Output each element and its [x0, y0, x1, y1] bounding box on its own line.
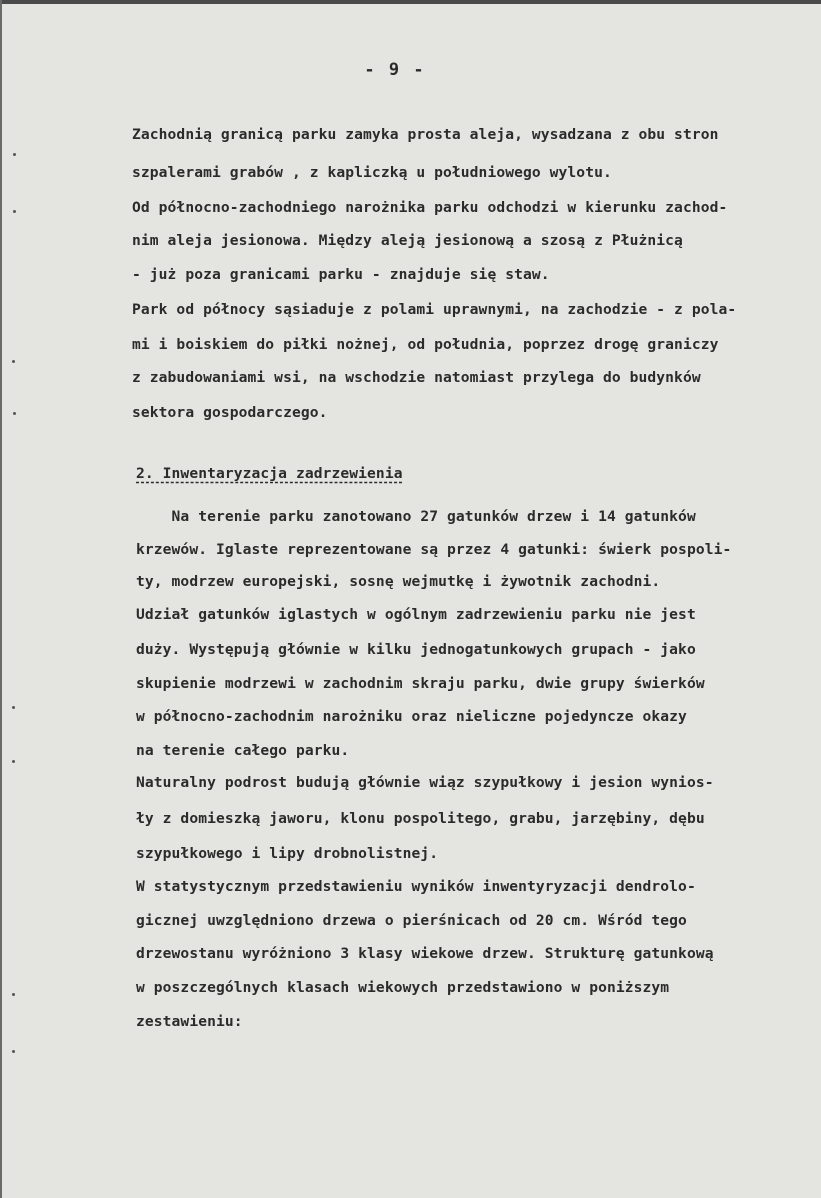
paragraph-2-line-13: gicznej uwzględniono drzewa o pierśnicach od 20 cm. Wśród tego: [136, 912, 687, 929]
margin-speck: [12, 360, 15, 363]
paragraph-2-line-1: Na terenie parku zanotowano 27 gatunków drzew i 14 gatunków: [136, 508, 696, 525]
paragraph-2-line-3: ty, modrzew europejski, sosnę wejmutkę i żywotnik zachodni.: [136, 573, 661, 590]
paragraph-2-line-10: ły z domieszką jaworu, klonu pospolitego, grabu, jarzębiny, dębu: [136, 810, 705, 827]
margin-speck: [12, 1050, 15, 1053]
paragraph-2-line-9: Naturalny podrost budują głównie wiąz szypułkowy i jesion wynios-: [136, 774, 714, 791]
paragraph-2-line-11: szypułkowego i lipy drobnolistnej.: [136, 845, 439, 862]
paragraph-2-line-16: zestawieniu:: [136, 1013, 243, 1030]
paragraph-2-line-4: Udział gatunków iglastych w ogólnym zadrzewieniu parku nie jest: [136, 606, 696, 623]
paragraph-1-line-8: z zabudowaniami wsi, na wschodzie natomiast przylega do budynków: [132, 369, 701, 386]
paragraph-2-line-6: skupienie modrzewi w zachodnim skraju parku, dwie grupy świerków: [136, 675, 705, 692]
margin-speck: [12, 993, 15, 996]
margin-speck: [13, 210, 16, 213]
paragraph-2-line-7: w północno-zachodnim narożniku oraz nieliczne pojedyncze okazy: [136, 708, 687, 725]
paragraph-2-line-15: w poszczególnych klasach wiekowych przedstawiono w poniższym: [136, 979, 670, 996]
paragraph-2-line-2: krzewów. Iglaste reprezentowane są przez 4 gatunki: świerk pospoli-: [136, 541, 732, 558]
paragraph-1-line-9: sektora gospodarczego.: [132, 404, 328, 421]
paragraph-2-line-12: W statystycznym przedstawieniu wyników inwentyryzacji dendrolo-: [136, 878, 696, 895]
paragraph-2-line-14: drzewostanu wyróżniono 3 klasy wiekowe drzew. Strukturę gatunkową: [136, 945, 714, 962]
margin-speck: [13, 153, 16, 156]
paragraph-1-line-1: Zachodnią granicą parku zamyka prosta aleja, wysadzana z obu stron: [132, 126, 719, 143]
page-edge-left: [0, 0, 2, 1198]
margin-speck: [12, 760, 15, 763]
paragraph-2-line-5: duży. Występują głównie w kilku jednogatunkowych grupach - jako: [136, 641, 696, 658]
paragraph-2-line-8: na terenie całego parku.: [136, 742, 350, 759]
paragraph-1-line-2: szpalerami grabów , z kapliczką u południowego wylotu.: [132, 164, 612, 181]
page-edge-top: [0, 0, 821, 4]
margin-speck: [13, 412, 16, 415]
paragraph-1-line-7: mi i boiskiem do piłki nożnej, od południa, poprzez drogę graniczy: [132, 336, 719, 353]
paragraph-1-line-3: Od północno-zachodniego narożnika parku odchodzi w kierunku zachod-: [132, 199, 728, 216]
paragraph-1-line-4: nim aleja jesionowa. Między aleją jesionową a szosą z Płużnicą: [132, 232, 683, 249]
section-heading: 2. Inwentaryzacja zadrzewienia: [136, 465, 403, 482]
paragraph-1-line-6: Park od północy sąsiaduje z polami uprawnymi, na zachodzie - z pola-: [132, 301, 737, 318]
page-number: - 9 -: [364, 60, 426, 80]
margin-speck: [12, 706, 15, 709]
paragraph-1-line-5: - już poza granicami parku - znajduje się staw.: [132, 266, 550, 283]
